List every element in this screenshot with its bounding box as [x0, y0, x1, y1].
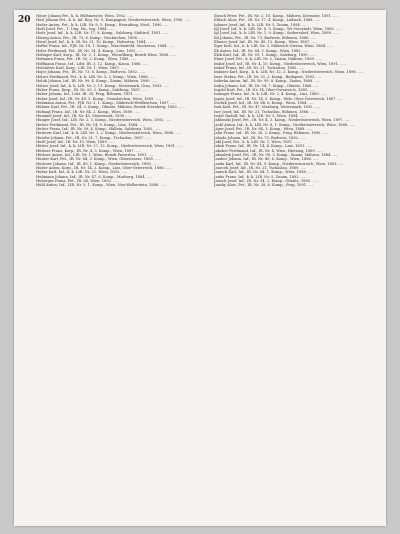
directory-entry: Hunter Karl, Pet., IR. Nr. 84, 3. Komp., Wien, Oberstrasse, 1885. ..... [36, 157, 161, 162]
right-column [214, 14, 386, 188]
directory-entry: Illitsch Alois, Pet., IR. Nr. 17, 4. Komp., Laibach, 1888. ..... [214, 18, 321, 23]
directory-entry: Hüttner Franz, Korp., IR. Nr. 4, 5. Komp., Wien, 1887. ..... [36, 148, 142, 153]
directory-entry: Hofstätter Karl, Korp., LIR. Nr. 1, Wien, 1887. ..... [36, 66, 127, 71]
directory-entry: Imre Stefan, Pet., IR. Nr. 32, 2. Komp., Budapest, 1893. ..... [214, 74, 323, 79]
directory-entry: Hubmann Anton, Pet., FJB. Nr. 3, 1. Komp., Mährisch-Weißkirchen, 1897. ..... [36, 100, 177, 105]
directory-entry: Ihrach Peter, Pet., IR. Nr. 2, 10. Komp., Mähren, Kremsier, 1891. ..... [214, 14, 339, 18]
directory-entry: Hofinger Karl, Korp., IR. Nr. 2, 1. Komp., Wieselburg, Bezirk Wien, 1888. ..... [36, 53, 177, 58]
directory-entry: Igl Josef, Inf., k. k. LIR. Nr. 1, 9. Komp., Seibersdorf, Wien, 1889. ..... [214, 31, 339, 36]
directory-entry: Iser Josef, Inf., IR. Nr. 21, Tschaslau, Böhmen, 1886. ..... [214, 109, 317, 114]
directory-entry: Ippen Josef, Inf., IR. Nr. 14, 5. Komp., Wels, Ober-Österreich, 1887. ..... [214, 96, 344, 101]
directory-entry: Hoffmann Franz, Inf., Ldst. IR. 3, 12. Komp., Kassa, 1886. ..... [36, 61, 149, 66]
directory-entry: Hörnl Josef, Inf., k. k. IR. Nr. 21, 10. Komp., Hoharten, 1884. ..... [36, 40, 154, 45]
directory-entry: Hofer Ferdinand, Pet., IR. Nr. 14, 4. Komp., Linz, 1892. ..... [36, 48, 144, 53]
directory-entry: Huber Josef, Inf., IR. Nr. 49, 5. Komp., Neunkirchen, Wien, 1889. ..... [36, 96, 162, 101]
directory-entry: Hutterer Karl, Inf., k. k. LIR. Nr. 1, 2. Komp., Niederösterreich, Wien, 1888. ..... [36, 131, 182, 136]
directory-entry: Jansky Alois, Pet., IR. Nr. 28, 6. Komp., Prag, 1891. ..... [214, 183, 315, 188]
directory-entry: Hubmann Johann, Inf., IR. Nr. 47, 6. Komp., Marburg, 1884. ..... [36, 174, 153, 179]
directory-entry: Huttl Josef, Inf., IR. Nr. 10, Wien, 1889. ..... [36, 139, 115, 144]
directory-entry: Jahoda Johann, Inf., IR. Nr. 73, Budweis, 1882. ..... [214, 135, 306, 140]
directory-entry: Huber Karl, Inf., k. k. LIR. Nr. 21, Wien, 1893. ..... [36, 170, 128, 175]
directory-entry: Jakob Franz, Inf., IR. Nr. 14, 4. Komp., Linz, 1891. ..... [214, 144, 313, 149]
directory-entry: Jakober Ferdinand, Inf., IR. Nr. 4, Wien, Hietzing, 1889. ..... [214, 148, 323, 153]
directory-entry: Janda Karl, Inf., IR. Nr. 84, 9. Komp., Niederösterreich, Wien, 1893. ..... [214, 161, 345, 166]
directory-entry: Ihl Johann, Pet., IR. Nr. 73, Budweis, Böhmen, 1886. ..... [214, 35, 317, 40]
directory-entry: Iglauer Josef, Inf., k. k. LIR. Nr. 5, Znaim, 1894. ..... [214, 22, 308, 27]
directory-entry: Ingold Karl, Pet., IR. Nr. 14, Ober-Österreich, 1885. ..... [214, 87, 316, 92]
directory-entry: Holub Johann, Inf., IR. Nr. 99, 4. Komp., Znaim, Mähren, 1890. ..... [36, 79, 158, 84]
directory-entry: Hoder Anton, Pet., k. k. LIR. Nr. 8, 5. Komp., Heraubing, Nied., 1890. ..... [36, 22, 170, 27]
directory-entry: Isak Karl, Pet., IR. Nr. 47, Marburg, Steiermark, 1892. ..... [214, 105, 321, 110]
directory-entry: Janisch Karl, Inf., IR. Nr. 84, 1. Komp., Wien, 1888. ..... [214, 170, 314, 175]
directory-entry: Jahn Franz, Inf., IR. Nr. 28, 2. Komp., Prag, Böhmen, 1890. ..... [214, 131, 329, 136]
directory-entry: Inninger Franz, Inf., k. k. LIR. Nr. 2, 4. Komp., Linz, 1889. ..... [214, 92, 327, 97]
directory-entry: Illner Josef, Pet., k. k. LIR. Nr. 2, Znaim, Mähren, 1889. ..... [214, 57, 322, 62]
directory-entry: Igl Josef, Inf., k. k. LIR. Nr. 8, 5. Komp., Wr.-Neustadt, Wien, 1885. ..... [214, 27, 342, 32]
directory-entry: Imlauer Karl, Korp., k. k. LIR. Nr. 12, 3. Komp., Niederösterreich, Wien, 1898. ..... [214, 70, 364, 75]
directory-entry: Hodl Josef, Pet., 1. Ung. Hs., Ing. 1884. ..... [36, 27, 115, 32]
directory-entry: Hodr Josef, Inf., k. k. LIR. Nr. 17, 8. Komp., Salzburg, Südtirol, 1891. ..... [36, 31, 169, 36]
directory-entry: Jambor Johann, Inf., IR. Nr. 49, 6. Komp., Wien, 1886. ..... [214, 157, 319, 162]
directory-entry: Hüttner Anton, Inf., LIR. Nr. 1, Wien, Bezirk Favoriten, 1891. ..... [36, 153, 155, 157]
directory-entry: Hörnig Anton, Pet., IR. 73, 6. Komp., Neukirchen, 1896. ..... [36, 35, 145, 40]
directory-entry: Hofmann Franz, Pet., IR. 50, 2. Komp., Wien, 1888. ..... [36, 57, 137, 62]
directory-entry: Hösl Johann Pet., k. k. Inf. Reg. Nr. 9, Kompagnie, Niederösterreich, Wien, 1908. ..... [36, 18, 191, 23]
directory-entry: Hütter Josef, Inf., k. k. LIR. Nr. 27, 12. Komp., Niederösterreich, Wien, 1891. ..... [36, 144, 183, 149]
directory-entry: Jakl Josef, Pet., k. k. LIR. Nr. 1, Wien, 1887. ..... [214, 139, 301, 144]
directory-entry: Jäger Josef, Pet., IR. Nr. 84, 3. Komp., Wien, 1889. ..... [214, 126, 313, 131]
directory-entry: Hutter Franz, Inf., IR. Nr. 59, 4. Komp., Hallein, Salzburg, 1883. ..... [36, 126, 161, 131]
directory-entry: Jackl Anton, Inf., k. k. LIR. Nr. 8, 1. Komp., Niederösterreich, Wien, 1888. ..... [214, 122, 356, 127]
directory-entry: Imhof Franz, Inf., IR. Nr. 21, Tschaslau, 1885. ..... [214, 66, 305, 71]
directory-entry: Höser Johann Pet., k. k. Hilfsmeister, Wien, 1902. ..... [36, 14, 134, 18]
directory-entry: Irschik Josef, Inf., IR. Nr. 84, 6. Komp., Wien, 1884. ..... [214, 100, 315, 105]
directory-entry: Indra Johann, Inf., IR. Nr. 54, 7. Komp., Olmütz, 1886. ..... [214, 83, 320, 88]
directory-entry: Hojer Johann, Pet., IR. Nr. 73, 6. Komp., Budweis, 1892. ..... [36, 70, 145, 75]
directory-entry: Janko Franz, Inf., k. k. LIR. Nr. 5, Znaim, 1892. ..... [214, 174, 307, 179]
directory-entry: Illek Karl, Inf., IR. Nr. 59, 1. Komp., Salzburg, 1890. ..... [214, 53, 316, 58]
directory-entry: Hutzler Johann, Pet., IR. Nr. 21, 7. Komp., Tschaslau, 1887. ..... [36, 135, 151, 140]
directory-entry: Ilger Karl, Inf., k. k. LIR. Nr. 3, Mährisch-Ostrau, Wien, 1884. ..... [214, 44, 333, 49]
directory-entry: Imhof Josef, Inf., IR. Nr. 4, 10. Komp., Niederösterreich, Wien, 1891. ..... [214, 61, 346, 66]
directory-entry: Hoffer Franz, Inf., FJB. Nr. 18, 1. Komp., Marchenfeld, Stockerau, 1884. ..... [36, 44, 175, 49]
directory-entry: Ilk Anton, Inf., IR. Nr. 84, 3. Komp., Wien, 1882. ..... [214, 48, 309, 53]
directory-entry: Janoch Josef, Inf., IR. Nr. 54, 2. Komp., Olmütz, 1885. ..... [214, 179, 319, 184]
directory-entry: Hutter Ferdinand, Pet., IR. Nr. 14, 9. Komp., Linz, 1884. ..... [36, 122, 146, 127]
directory-entry: Huber Johann, Inf., Ldst. IR. 28, Prag, Böhmen, 1891. ..... [36, 92, 141, 97]
directory-entry: Huberger Franz, Pet., IR. 84, Wien, 1892. ..... [36, 179, 119, 184]
directory-entry: Holzer Ferdinand, Pet., k. k. LIR. Nr. 5, 2. Komp., Wien, 1886. ..... [36, 74, 156, 79]
directory-entry: Huber Anton, Korp., IR. Nr. 14, 2. Komp., Linz, Ober-Österreich, 1886. ..... [36, 166, 172, 171]
document-page [14, 10, 386, 526]
page-number: 20 [18, 15, 31, 25]
directory-entry: Janecek Josef, Inf., IR. Nr. 21, Tschaslau, 1889. ..... [214, 166, 307, 171]
directory-entry: Hunger Josef, Inf., LIR. Nr. 2, 3. Komp., Niederösterreich, Wien, 1892. ..... [36, 118, 172, 123]
directory-entry: Hummel Josef, Inf., IR. Nr. 45, Steiermark, 1890. ..... [36, 113, 133, 118]
directory-entry: Jablonski Josef, Pet., IR. Nr. 4, 3. Komp., Niederösterreich, Wien, 1897. ..... [214, 118, 351, 123]
directory-entry: Hutterer Johann, Inf., IR. 49, 1. Komp., Niederösterreich, 1890. ..... [36, 161, 159, 166]
left-column [36, 14, 208, 188]
directory-entry: Issler Rudolf, Inf., k. k. LIR. Nr. 5, Wien, 1894. ..... [214, 113, 306, 118]
directory-entry: Hufnagl Franz, Inf., IR. Nr. 84, 2. Komp., Wien, 1889. ..... [36, 109, 141, 114]
directory-entry: Jakoubek Josef, Pet., IR. Nr. 99, 3. Komp., Znaim, Mähren, 1884. ..... [214, 153, 339, 157]
directory-entry: Hübner Karl, Pet., IR. 54, 3. Komp., Olmütz, Mähren, Bezirk Sternberg, 1882. ..... [36, 105, 185, 110]
directory-entry: Inderka Anton, Inf., IR. Nr. 99, 8. Komp., Znaim, 1888. ..... [214, 79, 321, 84]
directory-entry: Holzer Josef, Inf., k. k. LIR. Nr. 3, 11. Komp., Steiermark, Graz, 1893. ..... [36, 83, 170, 88]
directory-entry: Hübl Anton, Inf., LIR. Nr. 5, 1. Komp., Wien, Neu-Wallerstein, 1888. ..... [36, 183, 167, 188]
directory-entry: Ilbauer Josef, Inf., IR. Nr. 49, 12. Komp., Wien, 1887. ..... [214, 40, 318, 45]
directory-entry: Huber Franz, Korp., IR. Nr. 59, 2. Komp., Salzburg, 1887. ..... [36, 87, 148, 92]
